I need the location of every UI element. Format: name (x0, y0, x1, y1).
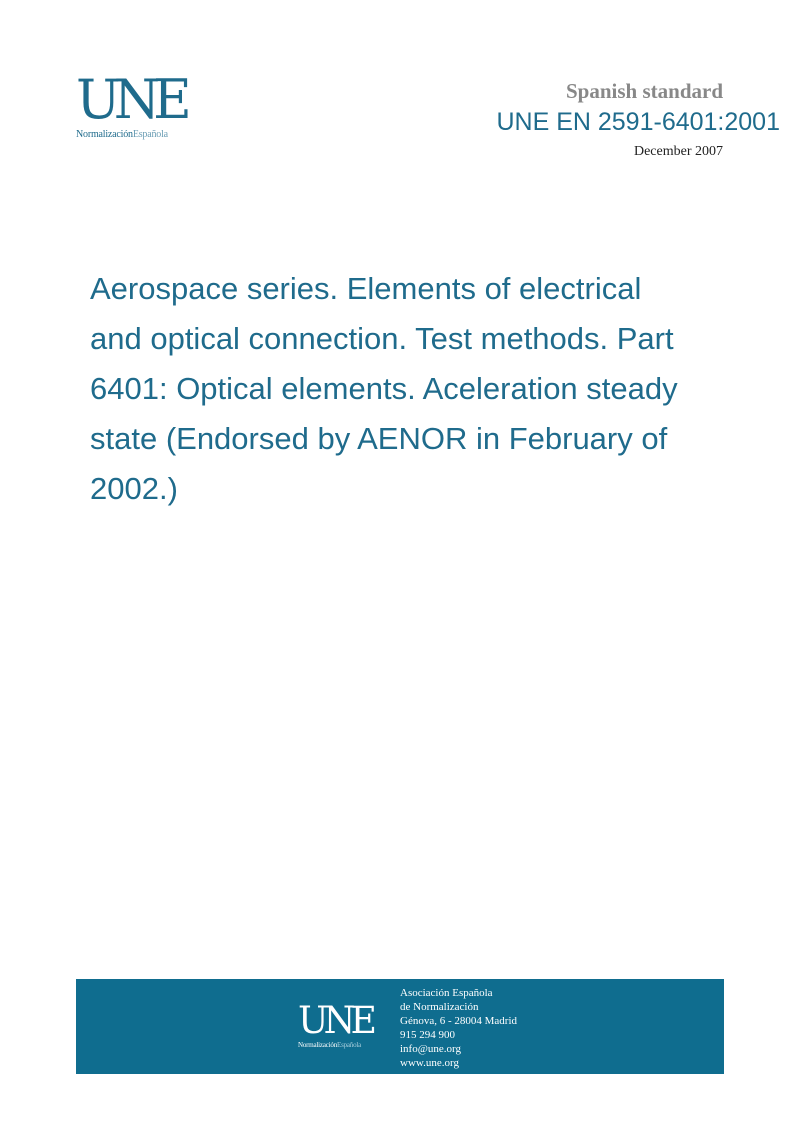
footer-banner (76, 979, 724, 1074)
footer-logo-mark: UNE (298, 999, 373, 1042)
une-logo (76, 68, 194, 141)
logo-tagline-dark: Normalización (76, 129, 133, 140)
org-name-line-1: Asociación Española (400, 987, 493, 999)
standard-label: Spanish standard (566, 79, 723, 103)
standard-header (496, 78, 780, 161)
footer-logo-tagline (298, 1041, 378, 1050)
document-title: Aerospace series. Elements of electrical and optical connection. Test methods. Part 6401: Optical elements. Aceleration steady state (Endorsed by AENOR in February of 2002.) (90, 271, 678, 506)
footer-logo-tagline-dark: Normalización (298, 1041, 337, 1049)
logo-mark: UNE (76, 68, 185, 131)
footer-contact (400, 986, 517, 1070)
standard-date: December 2007 (633, 144, 723, 159)
standard-code: UNE EN 2591-6401:2001 (496, 108, 780, 136)
org-address: Génova, 6 - 28004 Madrid (400, 1015, 518, 1027)
footer-logo (298, 999, 378, 1050)
org-email: info@une.org (400, 1043, 461, 1055)
org-name-line-2: de Normalización (400, 1001, 479, 1013)
logo-tagline-light: Española (132, 129, 168, 140)
org-phone: 915 294 900 (400, 1029, 455, 1041)
org-website: www.une.org (400, 1057, 459, 1069)
footer-logo-tagline-light: Española (337, 1041, 362, 1049)
